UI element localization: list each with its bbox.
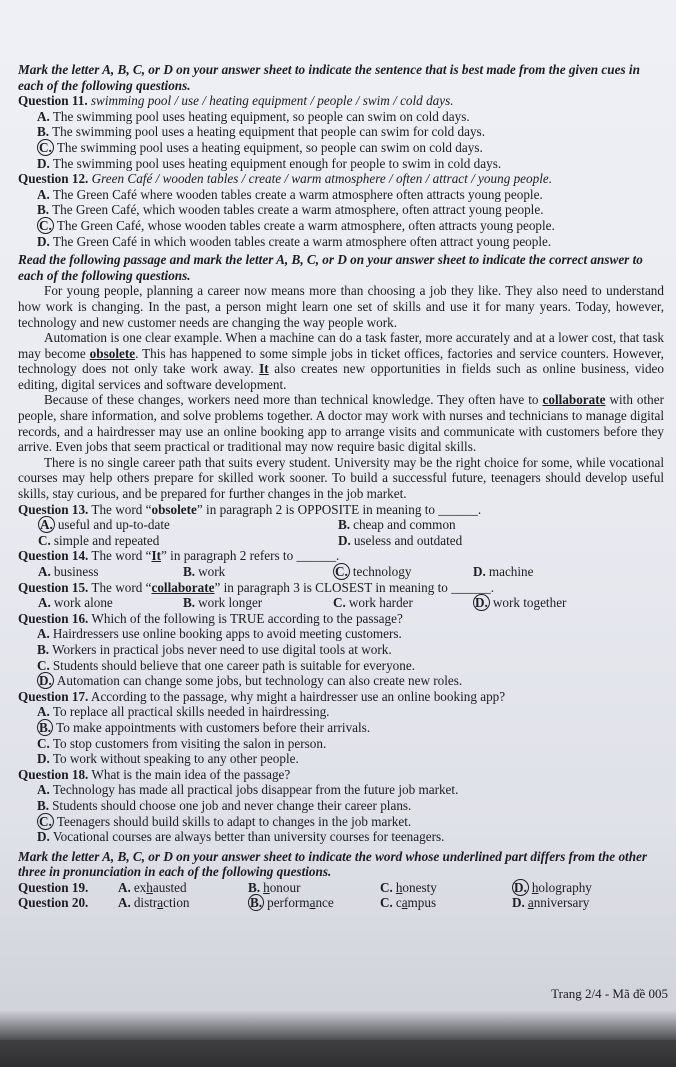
option-c: C. campus [380,895,437,911]
option-a: A. To replace all practical skills needed in hairdressing. [37,704,330,720]
circled-answer-mark: D. [39,673,52,689]
reading-passage [18,283,664,501]
option-b: B. performance [250,895,334,911]
option-c: C. technology [335,564,412,579]
option-a: A. exhausted [118,879,187,895]
question-11 [18,93,664,171]
question-13: Question 13. The word “obsolete” in paragraph 2 is OPPOSITE in meaning to ______. A. useful and up-to-date B. cheap and common C. simple and repeated D. useless and outdated [18,502,664,549]
option-a: A. The swimming pool uses heating equipment, so people can swim on cold days. [37,108,470,124]
question-label: Question 19. [18,879,89,895]
option-d: D. holography [514,879,592,895]
question-cue: Green Café / wooden tables / create / warm atmosphere / often / attract / young people. [91,171,553,187]
option-b: B. cheap and common [338,517,456,533]
option-b: B. The Green Café, which wooden tables create a warm atmosphere, often attract young people. [37,202,544,218]
section1-instruction: Mark the letter A, B, C, or D on your answer sheet to indicate the sentence that is best made from the given cues in each of the following questions. [18,62,640,93]
option-c: C. To stop customers from visiting the salon in person. [37,735,327,751]
circled-answer-mark: C. [39,139,52,155]
option-d: D. The Green Café in which wooden tables create a warm atmosphere often attract young people. [37,233,552,249]
option-d: D. The swimming pool uses heating equipment enough for people to swim in cold days. [37,155,502,171]
question-label: Question 17. [18,688,89,704]
circled-answer-mark: C. [39,217,52,233]
section2-instruction: Read the following passage and mark the letter A, B, C, or D on your answer sheet to indicate the correct answer to each of the following questions. [18,252,643,283]
question-18: Question 18. What is the main idea of the passage? A. Technology has made all practical jobs disappear from the future job market. B. Students should choose one job and never change their career plans. C. Teenagers should build skills to adapt to changes in the job market. D. Vocational courses are always better than university courses for teenagers. [18,767,664,845]
circled-answer-mark: C. [39,813,52,829]
option-a: A. The Green Café where wooden tables create a warm atmosphere often attracts young people. [37,186,543,202]
option-d: D. Vocational courses are always better than university courses for teenagers. [37,829,445,845]
option-c: C. The Green Café, whose wooden tables create a warm atmosphere, often attracts young people. [39,217,555,233]
option-c: C. The swimming pool uses a heating equipment, so people can swim on cold days. [39,139,483,155]
photo-shadow [0,1010,676,1067]
circled-answer-mark: B. [250,895,263,911]
underlined-word: It [259,361,269,377]
option-a: A. Technology has made all practical jobs disappear from the future job market. [37,782,459,798]
option-b: B. work longer [183,595,263,611]
passage-paragraph-4: There is no single career path that suits every student. University may be the right choice for some, while vocational courses may help others prepare for skilled work sooner. To build a successful future, teenagers should develop useful skills, stay curious, and be prepared for further changes in the job market. [18,454,664,502]
option-b: B. Workers in practical jobs never need to use digital tools at work. [37,641,392,657]
question-label: Question 11. [18,93,88,109]
option-a: A. work alone [38,595,113,611]
underlined-word: collaborate [542,392,606,408]
question-12 [18,171,664,249]
passage-paragraph-1: For young people, planning a career now means more than choosing a job they like. They also need to understand how work is changing. In the past, a person might learn one set of skills and use it for many years. Today, however, technology and new customer needs are changing the way people work. [18,283,664,330]
option-b: B. honour [248,879,301,895]
circled-answer-mark: A. [40,517,53,533]
question-label: Question 13. [18,501,89,517]
option-b: B. work [183,564,226,579]
option-c: C. Teenagers should build skills to adapt to changes in the job market. [39,813,412,829]
option-d: D. machine [473,564,534,579]
question-20 [18,895,664,911]
circled-answer-mark: D. [475,595,488,611]
option-d: D. useless and outdated [338,532,463,548]
circled-answer-mark: C. [335,564,348,579]
page-content [18,62,664,911]
option-c: C. Students should believe that one career path is suitable for everyone. [37,657,416,673]
passage-paragraph-3: Because of these changes, workers need more than technical knowledge. They often have to collaborate with other people, share information, and solve problems together. A doctor may work with nurses and technicians to manage digital records, and a hairdresser may use an online booking app to arrange visits and communicate with customers before they arrive. Even jobs that seem practical or traditional may now require basic digital skills. [18,392,664,455]
option-d: D. anniversary [512,895,590,911]
question-cue: swimming pool / use / heating equipment / people / swim / cold days. [90,93,454,109]
question-label: Question 20. [18,895,89,911]
question-label: Question 12. [18,171,89,187]
option-a: A. distraction [118,895,190,911]
option-a: A. useful and up-to-date [40,517,170,533]
option-c: C. work harder [333,595,413,611]
section3-instruction: Mark the letter A, B, C, or D on your answer sheet to indicate the word whose underlined part differs from the other three in pronunciation in each of the following questions. [18,848,648,880]
option-c: C. honesty [380,879,437,895]
question-15: Question 15. The word “collaborate” in paragraph 3 is CLOSEST in meaning to ______. A. work alone B. work longer C. work harder D. work together [18,580,664,611]
question-14: Question 14. The word “It” in paragraph 2 refers to ______. A. business B. work C. technology D. machine [18,548,664,579]
passage-paragraph-2: Automation is one clear example. When a machine can do a task faster, more accurately and at a lower cost, that task may become obsolete. This has happened to some simple jobs in ticket offices, factories and service counters. However, technology does not only take work away. It also creates new opportunities in fields such as online business, video editing, digital services and software development. [18,330,664,392]
option-c: C. simple and repeated [38,532,160,548]
option-d: D. work together [475,595,567,611]
question-17: Question 17. According to the passage, why might a hairdresser use an online booking app? A. To replace all practical skills needed in hairdressing. B. To make appointments with customers before their arrivals. C. To stop customers from visiting the salon in person. D. To work without speaking to any other people. [18,689,664,767]
option-a: A. Hairdressers use online booking apps to avoid meeting customers. [37,626,402,642]
option-d: D. Automation can change some jobs, but technology can also create new roles. [39,673,463,689]
option-b: B. Students should choose one job and never change their career plans. [37,797,412,813]
underlined-word: obsolete [89,345,136,361]
page-footer: Trang 2/4 - Mã đề 005 [551,986,668,1001]
option-b: B. The swimming pool uses a heating equipment that people can swim for cold days. [37,124,485,140]
question-label: Question 14. [18,548,89,564]
question-label: Question 16. [18,610,89,626]
circled-answer-mark: B. [39,719,52,735]
option-d: D. To work without speaking to any other people. [37,751,299,767]
question-label: Question 18. [18,766,89,782]
option-a: A. business [38,564,99,579]
question-label: Question 15. [18,579,89,595]
circled-answer-mark: D. [514,879,527,895]
option-b: B. To make appointments with customers before their arrivals. [39,719,371,735]
question-16: Question 16. Which of the following is TRUE according to the passage? A. Hairdressers use online booking apps to avoid meeting customers. B. Workers in practical jobs never need to use digital tools at work. C. Students should believe that one career path is suitable for everyone. D. Automation can change some jobs, but technology can also create new roles. [18,611,664,689]
question-19 [18,880,664,896]
